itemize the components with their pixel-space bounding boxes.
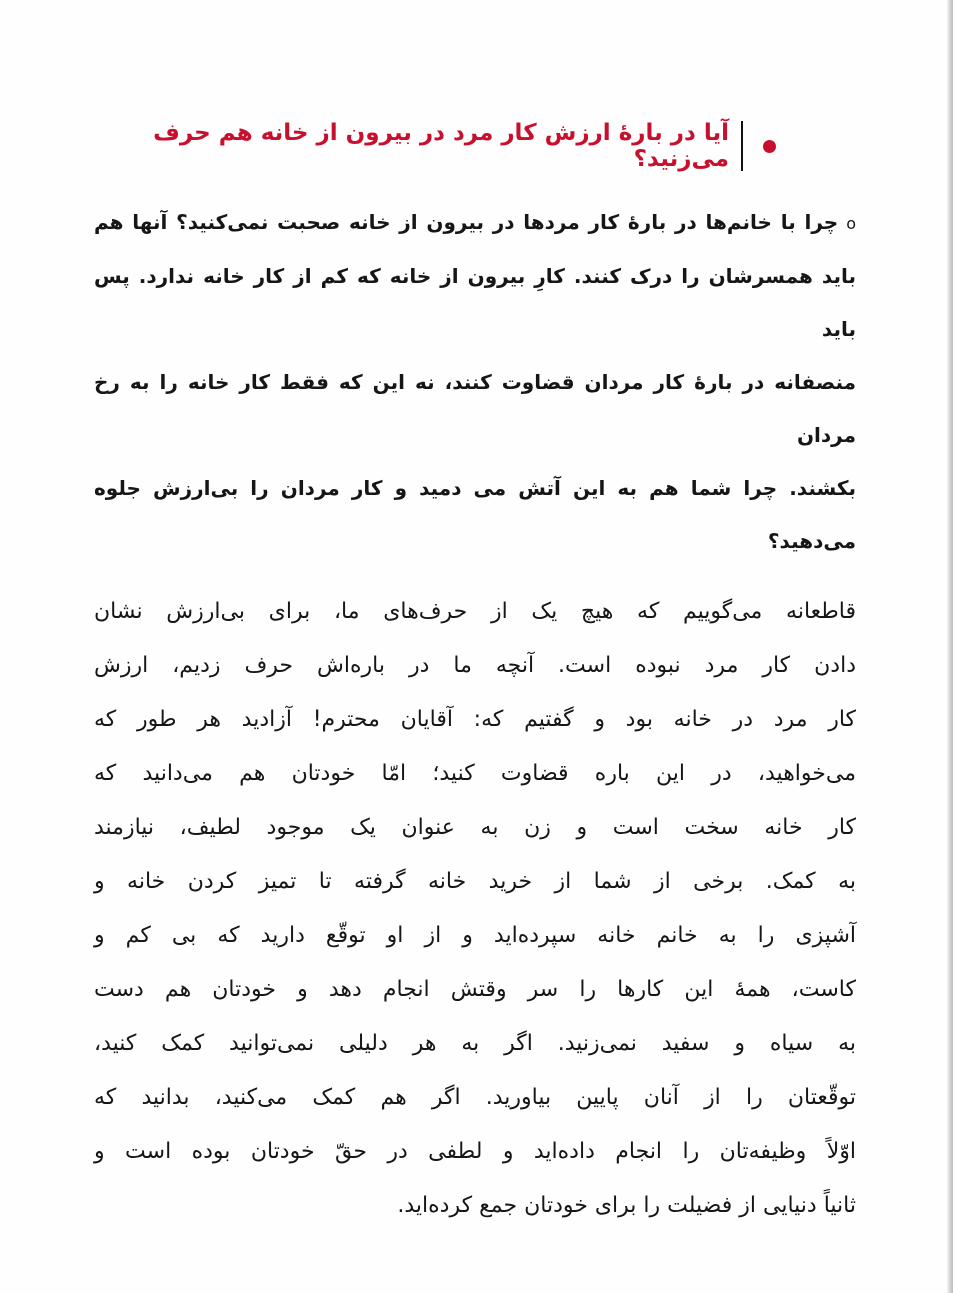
question-paragraph [94,196,856,568]
answer-line: اوّلاً وظیفه‌تان را انجام داده‌اید و لطفی در حقّ خودتان بوده است و [94,1139,856,1164]
answer-line: توقّعتان را از آنان پایین بیاورید. اگر هم کمک می‌کنید، بدانید که [94,1085,856,1110]
question-line-text: چرا با خانم‌ها در بارهٔ کار مردها در بیرون از خانه صحبت نمی‌کنید؟ آنها هم [94,210,839,234]
answer-line: به سیاه و سفید نمی‌زنید. اگر به هر دلیلی نمی‌توانید کمک کنید، [94,1031,856,1056]
question-line [94,196,856,250]
question-line: بکشند. چرا شما هم به این آتش می دمید و کار مردان را بی‌ارزش جلوه می‌دهید؟ [94,476,856,553]
heading-title: آیا در بارهٔ ارزش کار مرد در بیرون از خانه هم حرف می‌زنید؟ [153,120,729,172]
answer-line: دادن کار مرد نبوده است. آنچه ما در باره‌اش حرف زدیم، ارزش [94,653,856,678]
red-bullet-icon [763,140,776,153]
question-line: باید همسرشان را درک کنند. کارِ بیرون از خانه که کم از کار خانه ندارد. پس باید [94,264,856,341]
section-heading [94,118,856,174]
answer-line: قاطعانه می‌گوییم که هیچ یک از حرف‌های ما، برای بی‌ارزش نشان [94,599,856,624]
answer-line: می‌خواهید، در این باره قضاوت کنید؛ امّا خودتان هم می‌دانید که [94,761,856,786]
answer-line: ثانیاً دنیایی از فضیلت را برای خودتان جمع کرده‌اید. [397,1193,856,1218]
answer-paragraph [94,585,856,1233]
circle-bullet-icon: o [846,214,856,233]
page-edge-shadow [947,0,953,1293]
question-line: منصفانه در بارهٔ کار مردان قضاوت کنند، نه این که فقط کار خانه را به رخ مردان [94,370,856,447]
answer-line: کار خانه سخت است و زن به عنوان یک موجود لطیف، نیازمند [94,815,856,840]
answer-line: آشپزی را به خانم خانه سپرده‌اید و از او توقّع دارید که بی کم و [94,923,856,948]
answer-line: کاست، همهٔ این کارها را سر وقتش انجام دهد و خودتان هم دست [94,977,856,1002]
answer-line: کار مرد در خانه بود و گفتیم که: آقایان محترم! آزادید هر طور که [94,707,856,732]
answer-line: به کمک. برخی از شما از خرید خانه گرفته تا تمیز کردن خانه و [94,869,856,894]
heading-divider [741,121,743,171]
